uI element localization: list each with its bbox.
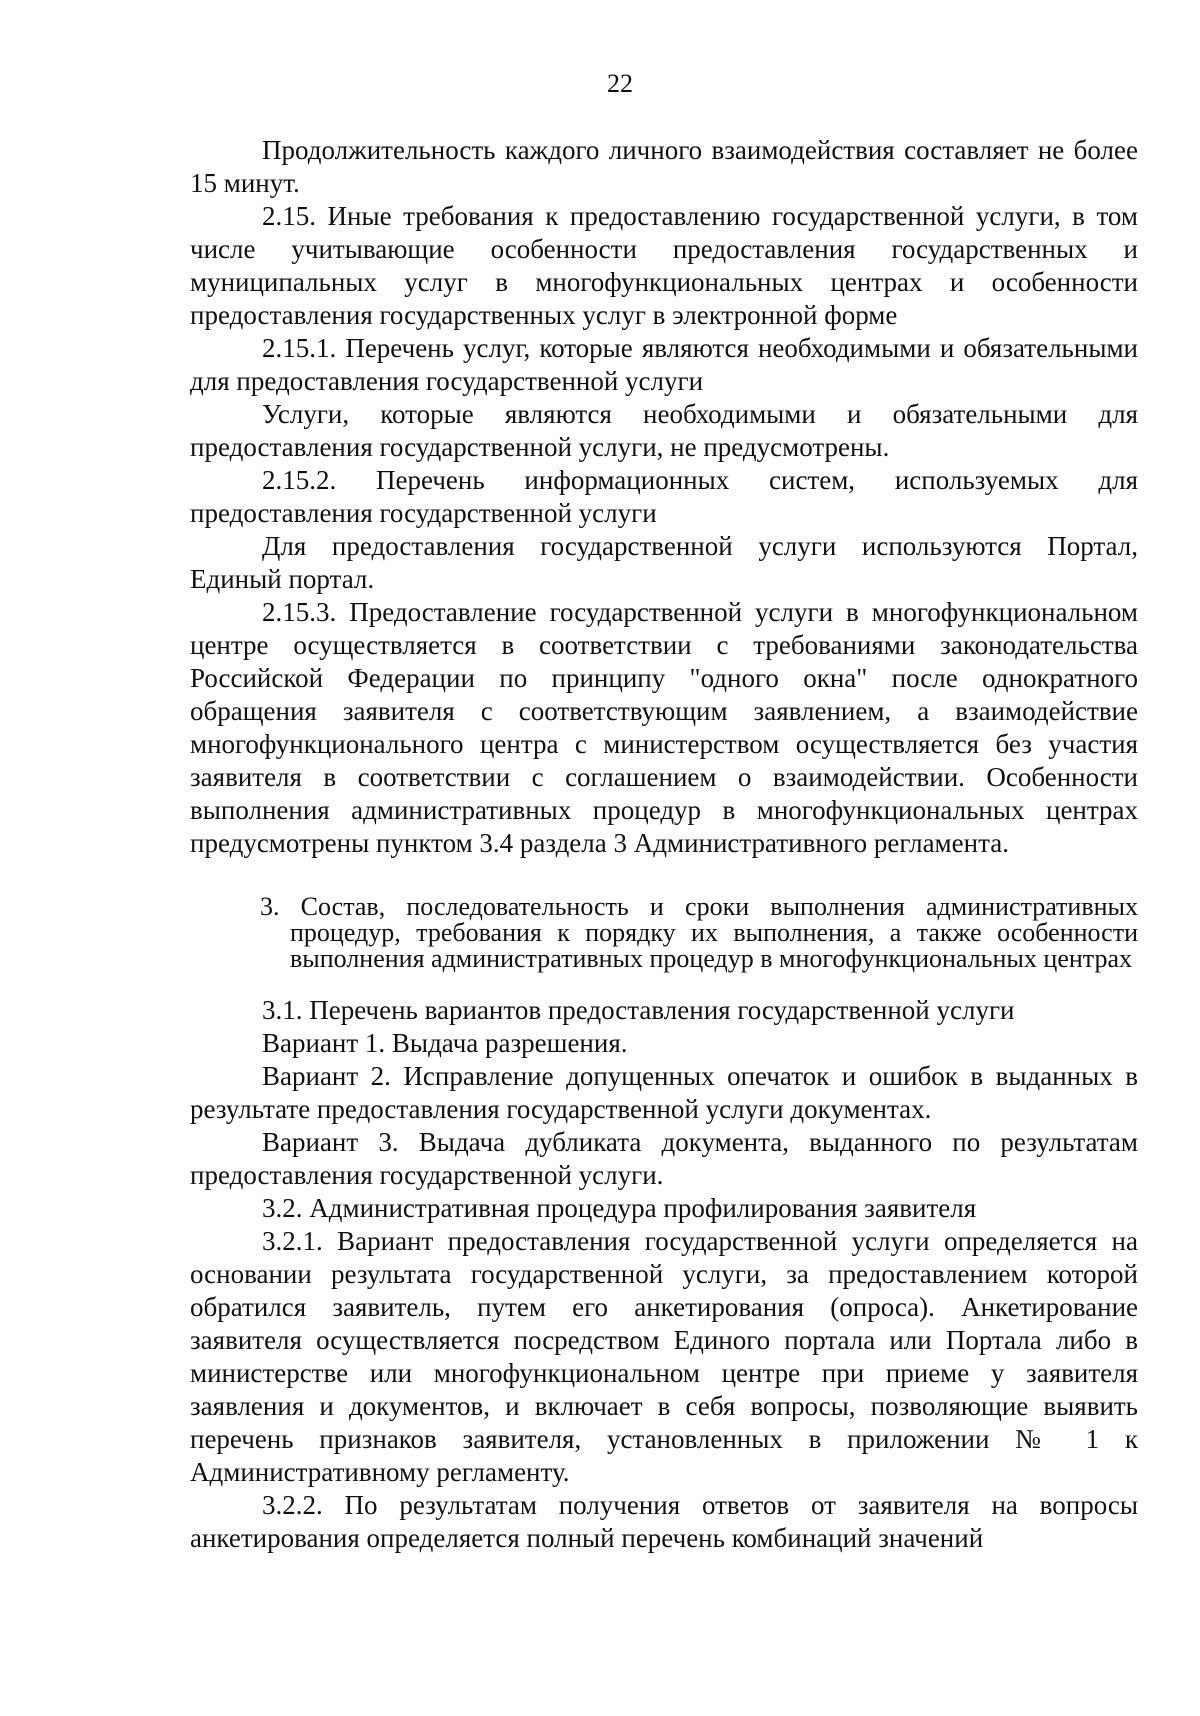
paragraph-variant-2: Вариант 2. Исправление допущенных опечаток и ошибок в выданных в результате предоставления государственной услуги документах. [190,1061,1138,1124]
paragraph-services-not-provided: Услуги, которые являются необходимыми и обязательными для предоставления государственной услуги, не предусмотрены. [190,399,1138,462]
paragraph-2-15-1: 2.15.1. Перечень услуг, которые являются необходимыми и обязательными для предоставления государственной услуги [190,333,1138,396]
paragraph-3-2-1: 3.2.1. Вариант предоставления государственной услуги определяется на основании результата государственной услуги, за предоставлением которой обратился заявитель, путем его анкетирования (опроса). Анкетирование заявителя осуществляется посредством Единого портала или Портала либо в министерстве или многофункциональном центре при приеме у заявителя заявления и документов, и включает в себя вопросы, позволяющие выявить перечень признаков заявителя, установленных в приложении № 1 к Административному регламенту. [190,1226,1138,1487]
paragraph-3-1: 3.1. Перечень вариантов предоставления государственной услуги [262,995,1015,1025]
paragraph-2-15-2: 2.15.2. Перечень информационных систем, используемых для предоставления государственной услуги [190,465,1138,528]
paragraph-3-2: 3.2. Административная процедура профилирования заявителя [262,1193,977,1223]
paragraph-2-15-3: 2.15.3. Предоставление государственной услуги в многофункциональном центре осуществляется в соответствии с требованиями законодательства Российской Федерации по принципу "одного окна" после однократного обращения заявителя с соответствующим заявлением, а взаимодействие многофункционального центра с министерством осуществляется без участия заявителя в соответствии с соглашением о взаимодействии. Особенности выполнения административных процедур в многофункциональных центрах предусмотрены пунктом 3.4 раздела 3 Административного регламента. [190,597,1138,858]
section-3-heading: 3. Состав, последовательность и сроки выполнения административных процедур, требования к порядку их выполнения, а также особенности выполнения административных процедур в многофункциональных центрах [260,892,1138,973]
page-number: 22 [607,69,633,98]
paragraph-3-2-2: 3.2.2. По результатам получения ответов от заявителя на вопросы анкетирования определяется полный перечень комбинаций значений [190,1490,1138,1553]
paragraph-variant-3: Вариант 3. Выдача дубликата документа, выданного по результатам предоставления государственной услуги. [190,1127,1138,1190]
paragraph-portals-used: Для предоставления государственной услуги используются Портал, Единый портал. [190,531,1138,594]
paragraph-variant-1: Вариант 1. Выдача разрешения. [262,1028,628,1058]
paragraph-interaction-duration: Продолжительность каждого личного взаимодействия составляет не более 15 минут. [190,135,1138,198]
paragraph-2-15: 2.15. Иные требования к предоставлению государственной услуги, в том числе учитывающие особенности предоставления государственных и муниципальных услуг в многофункциональных центрах и особенности предоставления государственных услуг в электронной форме [190,201,1138,330]
document-body [190,134,1138,1555]
